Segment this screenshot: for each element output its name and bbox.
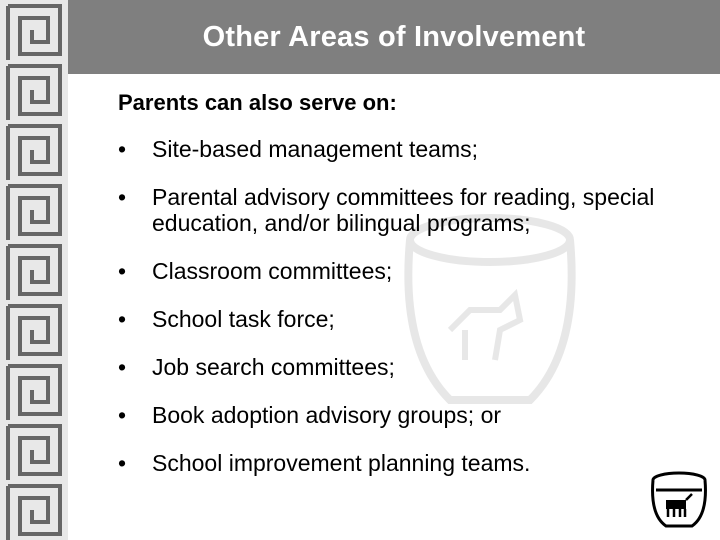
bullet-icon: •: [118, 450, 127, 476]
list-item: [118, 258, 698, 284]
list-item: [118, 184, 698, 236]
list-item: [118, 354, 698, 380]
list-item-text: Job search committees;: [152, 354, 395, 380]
list-item-text: School task force;: [152, 306, 335, 332]
list-item: [118, 450, 698, 476]
list-item-text: School improvement planning teams.: [152, 450, 531, 476]
bullet-icon: •: [118, 136, 127, 162]
bullet-icon: •: [118, 258, 127, 284]
list-item-text: Book adoption advisory groups; or: [152, 402, 502, 428]
slide-title: Other Areas of Involvement: [202, 20, 586, 53]
bullet-icon: •: [118, 402, 127, 428]
slide-content: [118, 90, 698, 498]
list-item: [118, 402, 698, 428]
list-item: [118, 136, 698, 162]
title-bar: [68, 0, 720, 74]
list-item-text: Site-based management teams;: [152, 136, 479, 162]
bullet-list: [118, 136, 698, 476]
bullet-icon: •: [118, 354, 127, 380]
list-item: [118, 306, 698, 332]
list-item-text: Parental advisory committees for reading, special education, and/or bilingual programs;: [152, 184, 655, 236]
slide-subtitle: Parents can also serve on:: [118, 90, 397, 115]
pottery-logo-icon: [648, 470, 710, 530]
bullet-icon: •: [118, 306, 127, 332]
bullet-icon: •: [118, 184, 127, 210]
greek-key-border: [0, 0, 68, 540]
list-item-text: Classroom committees;: [152, 258, 393, 284]
